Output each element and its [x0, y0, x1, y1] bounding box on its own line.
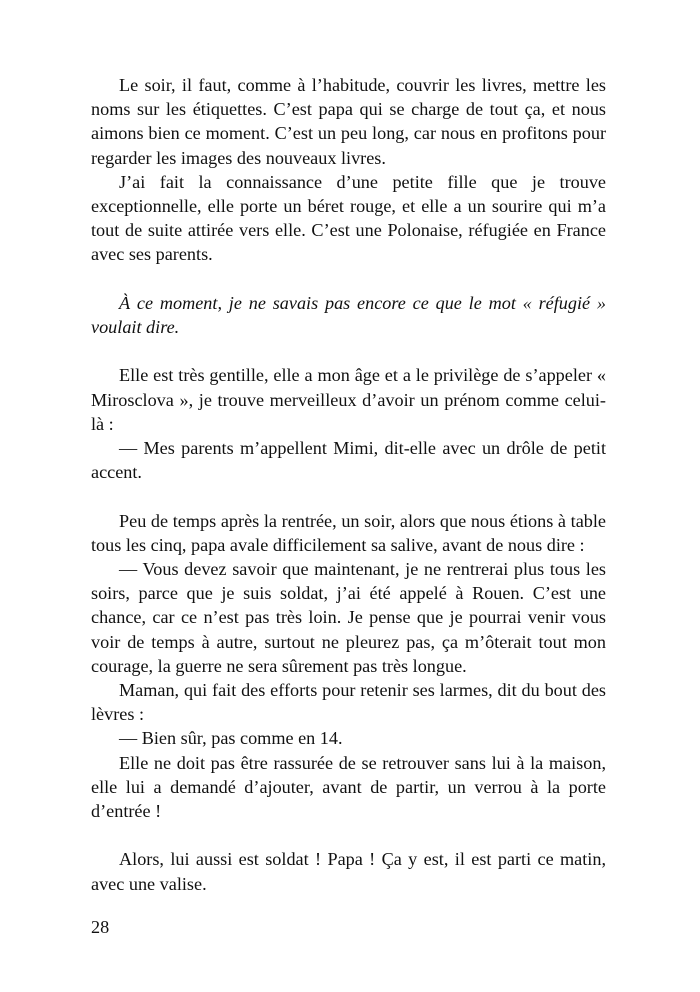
paragraph: Le soir, il faut, comme à l’habitude, couvrir les livres, mettre les noms sur les étiquettes. C’est papa qui se charge de tout ça, et nous aimons bien ce moment. C’est un peu long, car nous en profitons pour regarder les images des nouveaux livres.	[91, 75, 606, 168]
dialogue-paragraph: — Bien sûr, pas comme en 14.	[119, 728, 343, 749]
paragraph: J’ai fait la connaissance d’une petite fille que je trouve exceptionnelle, elle porte un béret rouge, et elle a un sourire qui m’a tout de suite attirée vers elle. C’est une Polonaise, réfugiée en France avec ses parents.	[91, 171, 606, 265]
dialogue-paragraph: — Mes parents m’appellent Mimi, dit-elle avec un drôle de petit accent.	[91, 438, 606, 483]
body-text	[91, 73, 606, 896]
italic-paragraph: À ce moment, je ne savais pas encore ce que le mot « réfugié » voulait dire.	[91, 292, 606, 338]
paragraph: Elle est très gentille, elle a mon âge et a le privilège de s’appeler « Mirosclova », je trouve merveilleux d’avoir un prénom comme celui-là :	[91, 365, 606, 434]
paragraph: Peu de temps après la rentrée, un soir, alors que nous étions à table tous les cinq, papa avale difficilement sa salive, avant de nous dire :	[91, 510, 606, 555]
paragraph: Elle ne doit pas être rassurée de se retrouver sans lui à la maison, elle lui a demandé d’ajouter, avant de partir, un verrou à la porte d’entrée !	[91, 752, 606, 822]
page-number: 28	[91, 917, 110, 937]
paragraph: Maman, qui fait des efforts pour retenir ses larmes, dit du bout des lèvres :	[91, 680, 606, 725]
paragraph: Alors, lui aussi est soldat ! Papa ! Ça y est, il est parti ce matin, avec une valise.	[91, 849, 606, 894]
dialogue-paragraph: — Vous devez savoir que maintenant, je ne rentrerai plus tous les soirs, parce que je suis soldat, j’ai été appelé à Rouen. C’est une chance, car ce n’est pas très loin. Je pense que je pourrai venir vous voir de temps à autre, surtout ne pleurez pas, ça m’ôterait tout mon courage, la guerre ne sera sûrement pas très longue.	[91, 559, 606, 676]
